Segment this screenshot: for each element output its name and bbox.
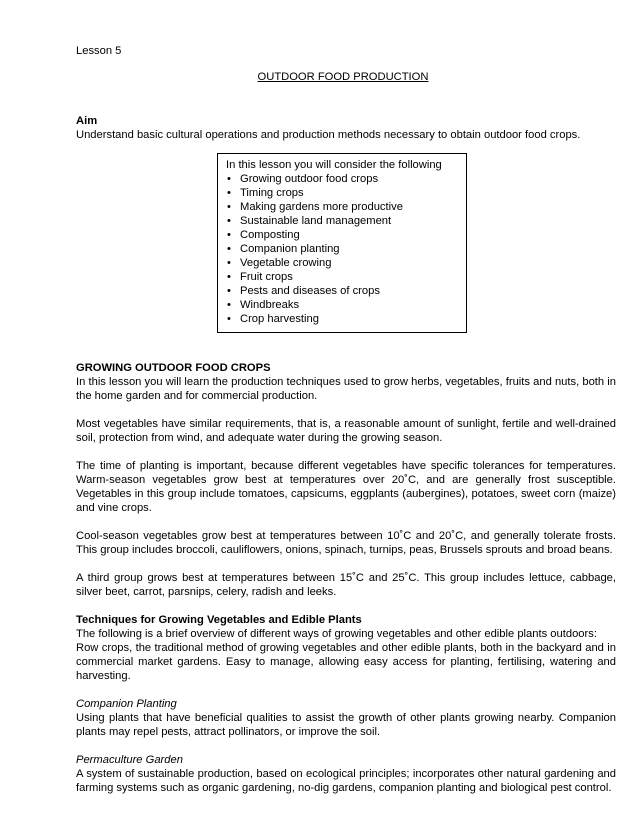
list-item — [226, 284, 466, 298]
bullet-icon: • — [227, 229, 231, 241]
section-heading-techniques: Techniques for Growing Vegetables and Edible Plants — [76, 614, 362, 626]
paragraph: Most vegetables have similar requirements, that is, a reasonable amount of sunlight, fertile and well-drained soil, protection from wind, and adequate water during the growing season. — [76, 418, 616, 444]
topic-label: Fruit crops — [240, 271, 293, 283]
topic-label: Companion planting — [240, 243, 340, 255]
bullet-icon: • — [227, 285, 231, 297]
list-item — [226, 200, 466, 214]
paragraph: In this lesson you will learn the production techniques used to grow herbs, vegetables, fruits and nuts, both in the home garden and for commercial production. — [76, 376, 616, 402]
bullet-icon: • — [227, 201, 231, 213]
subheading-permaculture-garden: Permaculture Garden — [76, 754, 183, 766]
paragraph: Row crops, the traditional method of growing vegetables and other edible plants, both in the backyard and in commercial market gardens. Easy to manage, allowing easy access for planting, fertilising, watering and harvesting. — [76, 642, 616, 682]
page-title: OUTDOOR FOOD PRODUCTION — [257, 71, 429, 83]
topic-label: Composting — [240, 229, 300, 241]
lesson-body — [76, 361, 616, 795]
list-item — [226, 214, 466, 228]
bullet-icon: • — [227, 215, 231, 227]
paragraph: The time of planting is important, because different vegetables have specific tolerances for temperatures. Warm-season vegetables grow best at temperatures over 20˚C, and are generally frost susceptible. Vegetables in this group include tomatoes, capsicums, eggplants (aubergines), potatoes, sweet corn (maize) and vine crops. — [76, 460, 616, 514]
bullet-icon: • — [227, 173, 231, 185]
topic-label: Pests and diseases of crops — [240, 285, 380, 297]
topic-label: Making gardens more productive — [240, 201, 403, 213]
list-item — [226, 312, 466, 326]
topics-list — [226, 172, 466, 326]
list-item — [226, 242, 466, 256]
bullet-icon: • — [227, 257, 231, 269]
topic-label: Timing crops — [240, 187, 304, 199]
bullet-icon: • — [227, 187, 231, 199]
aim-heading: Aim — [76, 115, 98, 127]
topic-label: Vegetable crowing — [240, 257, 332, 269]
paragraph: Using plants that have beneficial qualities to assist the growth of other plants growing nearby. Companion plants may repel pests, attract pollinators, or improve the soil. — [76, 712, 616, 738]
list-item — [226, 298, 466, 312]
lesson-topics-box — [217, 153, 467, 333]
topic-label: Crop harvesting — [240, 313, 319, 325]
bullet-icon: • — [227, 313, 231, 325]
topic-label: Windbreaks — [240, 299, 300, 311]
paragraph: Cool-season vegetables grow best at temperatures between 10˚C and 20˚C, and generally tolerate frosts. This group includes broccoli, cauliflowers, onions, spinach, turnips, peas, Brussels sprouts and broad beans. — [76, 530, 616, 556]
list-item — [226, 172, 466, 186]
aim-text: Understand basic cultural operations and production methods necessary to obtain outdoor food crops. — [76, 129, 581, 141]
bullet-icon: • — [227, 243, 231, 255]
lesson-label: Lesson 5 — [76, 45, 122, 57]
paragraph: A third group grows best at temperatures between 15˚C and 25˚C. This group includes lettuce, cabbage, silver beet, carrot, parsnips, celery, radish and leeks. — [76, 572, 616, 598]
topic-label: Growing outdoor food crops — [240, 173, 379, 185]
paragraph: The following is a brief overview of different ways of growing vegetables and other edible plants outdoors: — [76, 628, 597, 640]
list-item — [226, 228, 466, 242]
subheading-companion-planting: Companion Planting — [76, 698, 177, 710]
list-item — [226, 270, 466, 284]
section-heading-growing: GROWING OUTDOOR FOOD CROPS — [76, 362, 271, 374]
list-item — [226, 186, 466, 200]
bullet-icon: • — [227, 271, 231, 283]
topics-intro: In this lesson you will consider the following — [226, 159, 442, 171]
paragraph: A system of sustainable production, based on ecological principles; incorporates other natural gardening and farming systems such as organic gardening, no-dig gardens, companion planting and biological pest control. — [76, 768, 616, 794]
list-item — [226, 256, 466, 270]
bullet-icon: • — [227, 299, 231, 311]
topic-label: Sustainable land management — [240, 215, 392, 227]
